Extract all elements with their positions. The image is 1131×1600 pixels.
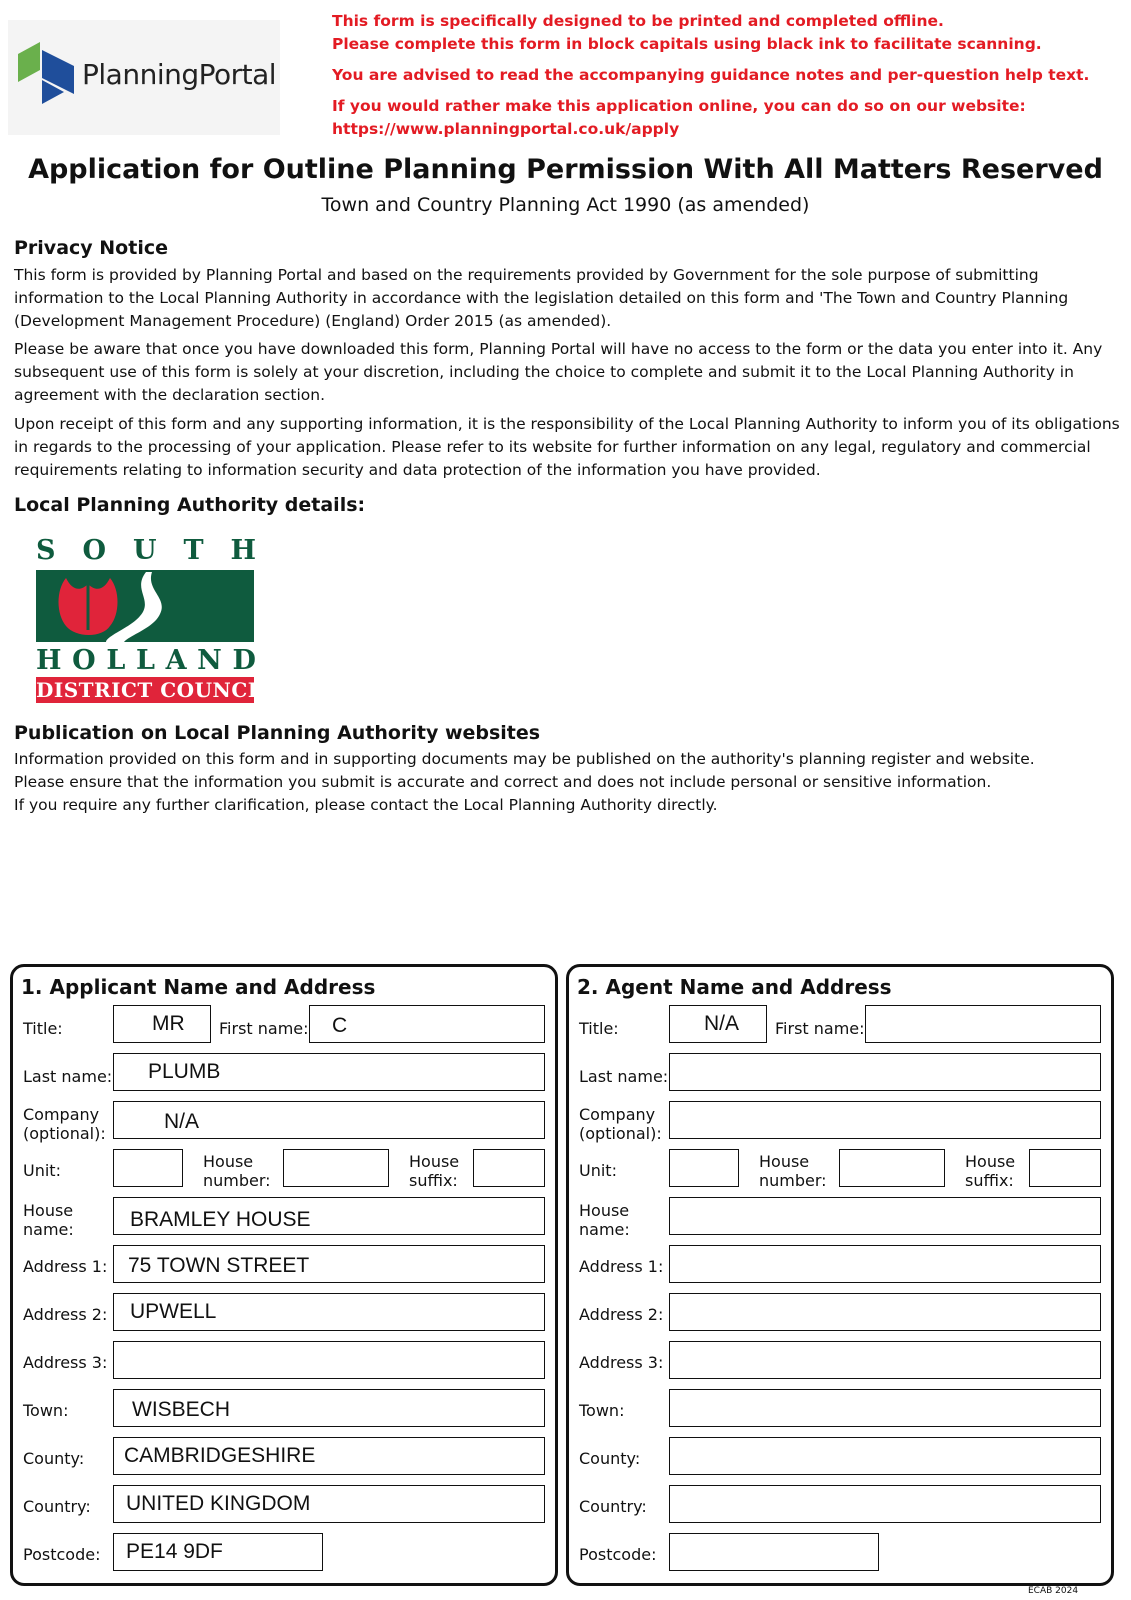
- applicant-first-name-field[interactable]: C: [309, 1005, 545, 1043]
- agent-company-field[interactable]: [669, 1101, 1101, 1139]
- label-house-number-1: House: [759, 1152, 810, 1171]
- logo-text: PlanningPortal: [82, 58, 277, 91]
- label-house-suffix-1: House: [409, 1152, 460, 1171]
- label-house-number-2: number:: [759, 1171, 827, 1190]
- applicant-house-number-field[interactable]: [283, 1149, 389, 1187]
- notice-url-link[interactable]: https://www.planningportal.co.uk/apply: [332, 120, 680, 138]
- publication-line-1: Information provided on this form and in supporting documents may be published on the authority's planning register and website.: [14, 750, 1035, 768]
- label-company-optional: (optional):: [23, 1124, 106, 1143]
- tulip-icon: [36, 570, 254, 642]
- agent-country-field[interactable]: [669, 1485, 1101, 1523]
- council-logo-district: DISTRICT COUNCIL: [36, 678, 273, 702]
- label-house-number-1: House: [203, 1152, 254, 1171]
- agent-house-name-field[interactable]: [669, 1197, 1101, 1235]
- council-logo-band: [36, 570, 254, 642]
- label-house-name-2: name:: [579, 1220, 630, 1239]
- label-unit: Unit:: [23, 1161, 61, 1180]
- label-last-name: Last name:: [23, 1067, 113, 1086]
- label-postcode: Postcode:: [579, 1545, 657, 1564]
- applicant-address-1-field[interactable]: 75 TOWN STREET: [113, 1245, 545, 1283]
- council-logo-south: S O U T H: [36, 535, 256, 566]
- label-country: Country:: [579, 1497, 647, 1516]
- label-house-suffix-1: House: [965, 1152, 1016, 1171]
- agent-heading: 2. Agent Name and Address: [577, 975, 892, 999]
- planning-portal-logo: [8, 20, 280, 135]
- agent-house-number-field[interactable]: [839, 1149, 945, 1187]
- applicant-postcode-field[interactable]: PE14 9DF: [113, 1533, 323, 1571]
- label-house-name-1: House: [579, 1201, 630, 1220]
- label-county: County:: [23, 1449, 85, 1468]
- applicant-address-2-field[interactable]: UPWELL: [113, 1293, 545, 1331]
- label-house-number-2: number:: [203, 1171, 271, 1190]
- label-address-2: Address 2:: [579, 1305, 664, 1324]
- label-unit: Unit:: [579, 1161, 617, 1180]
- applicant-county-field[interactable]: CAMBRIDGESHIRE: [113, 1437, 545, 1475]
- label-last-name: Last name:: [579, 1067, 669, 1086]
- agent-last-name-field[interactable]: [669, 1053, 1101, 1091]
- privacy-paragraph-1: This form is provided by Planning Portal and based on the requirements provided by Government for the sole purpose of submitting information to the Local Planning Authority in accordance with the legislation detailed on this form and 'The Town and Country Planning (Development Management Procedure) (England) Order 2015 (as amended).: [14, 266, 1069, 330]
- agent-address-2-field[interactable]: [669, 1293, 1101, 1331]
- privacy-paragraph-3: Upon receipt of this form and any supporting information, it is the responsibility of the Local Planning Authority to inform you of its obligations in regards to the processing of your application. Please refer to its website for further information on any legal, regulatory and commercial requirements relating to information security and data protection of the information you have provided.: [14, 415, 1120, 479]
- publication-heading: Publication on Local Planning Authority websites: [14, 722, 541, 744]
- notice-guidance: You are advised to read the accompanying guidance notes and per-question help text.: [332, 66, 1090, 84]
- agent-address-1-field[interactable]: [669, 1245, 1101, 1283]
- agent-title-field[interactable]: N/A: [669, 1005, 767, 1043]
- applicant-last-name-field[interactable]: PLUMB: [113, 1053, 545, 1091]
- agent-panel: [566, 964, 1114, 1586]
- privacy-heading: Privacy Notice: [14, 237, 168, 259]
- label-house-name-1: House: [23, 1201, 74, 1220]
- label-title: Title:: [579, 1019, 619, 1038]
- publication-line-2: Please ensure that the information you submit is accurate and correct and does not include personal or sensitive information.: [14, 773, 992, 791]
- label-postcode: Postcode:: [23, 1545, 101, 1564]
- page-subtitle: Town and Country Planning Act 1990 (as amended): [321, 194, 810, 216]
- label-address-1: Address 1:: [579, 1257, 664, 1276]
- applicant-house-suffix-field[interactable]: [473, 1149, 545, 1187]
- agent-address-3-field[interactable]: [669, 1341, 1101, 1379]
- applicant-unit-field[interactable]: [113, 1149, 183, 1187]
- agent-town-field[interactable]: [669, 1389, 1101, 1427]
- label-company: Company: [23, 1105, 100, 1124]
- label-company-optional: (optional):: [579, 1124, 662, 1143]
- applicant-panel: [10, 964, 558, 1586]
- label-house-suffix-2: suffix:: [409, 1171, 458, 1190]
- page-title: Application for Outline Planning Permission With All Matters Reserved: [28, 154, 1103, 185]
- label-country: Country:: [23, 1497, 91, 1516]
- label-address-3: Address 3:: [579, 1353, 664, 1372]
- label-address-2: Address 2:: [23, 1305, 108, 1324]
- applicant-house-name-field[interactable]: BRAMLEY HOUSE: [113, 1197, 545, 1235]
- applicant-title-field[interactable]: MR: [113, 1005, 211, 1043]
- planning-portal-logo-icon: [12, 40, 78, 106]
- council-logo-holland: H O L L A N D: [36, 645, 256, 676]
- council-logo: [36, 535, 273, 703]
- applicant-heading: 1. Applicant Name and Address: [21, 975, 376, 999]
- label-address-3: Address 3:: [23, 1353, 108, 1372]
- agent-house-suffix-field[interactable]: [1029, 1149, 1101, 1187]
- agent-postcode-field[interactable]: [669, 1533, 879, 1571]
- privacy-paragraph-2: Please be aware that once you have downloaded this form, Planning Portal will have no access to the form or the data you enter into it. Any subsequent use of this form is solely at your discretion, including the choice to complete and submit it to the Local Planning Authority in agreement with the declaration section.: [14, 340, 1103, 404]
- agent-county-field[interactable]: [669, 1437, 1101, 1475]
- agent-unit-field[interactable]: [669, 1149, 739, 1187]
- applicant-town-field[interactable]: WISBECH: [113, 1389, 545, 1427]
- label-house-suffix-2: suffix:: [965, 1171, 1014, 1190]
- label-county: County:: [579, 1449, 641, 1468]
- label-first-name: First name:: [775, 1019, 865, 1038]
- notice-block-capitals: Please complete this form in block capitals using black ink to facilitate scanning.: [332, 35, 1042, 53]
- applicant-address-3-field[interactable]: [113, 1341, 545, 1379]
- publication-line-3: If you require any further clarification, please contact the Local Planning Authority directly.: [14, 796, 718, 814]
- label-address-1: Address 1:: [23, 1257, 108, 1276]
- applicant-company-field[interactable]: N/A: [113, 1101, 545, 1139]
- applicant-country-field[interactable]: UNITED KINGDOM: [113, 1485, 545, 1523]
- notice-offline: This form is specifically designed to be printed and completed offline.: [332, 12, 944, 30]
- label-town: Town:: [579, 1401, 625, 1420]
- label-house-name-2: name:: [23, 1220, 74, 1239]
- lpa-heading: Local Planning Authority details:: [14, 494, 366, 516]
- form-code: ECAB 2024: [1028, 1586, 1079, 1596]
- agent-first-name-field[interactable]: [865, 1005, 1101, 1043]
- label-title: Title:: [23, 1019, 63, 1038]
- notice-online: If you would rather make this application online, you can do so on our website:: [332, 97, 1026, 115]
- label-first-name: First name:: [219, 1019, 309, 1038]
- label-town: Town:: [23, 1401, 69, 1420]
- label-company: Company: [579, 1105, 656, 1124]
